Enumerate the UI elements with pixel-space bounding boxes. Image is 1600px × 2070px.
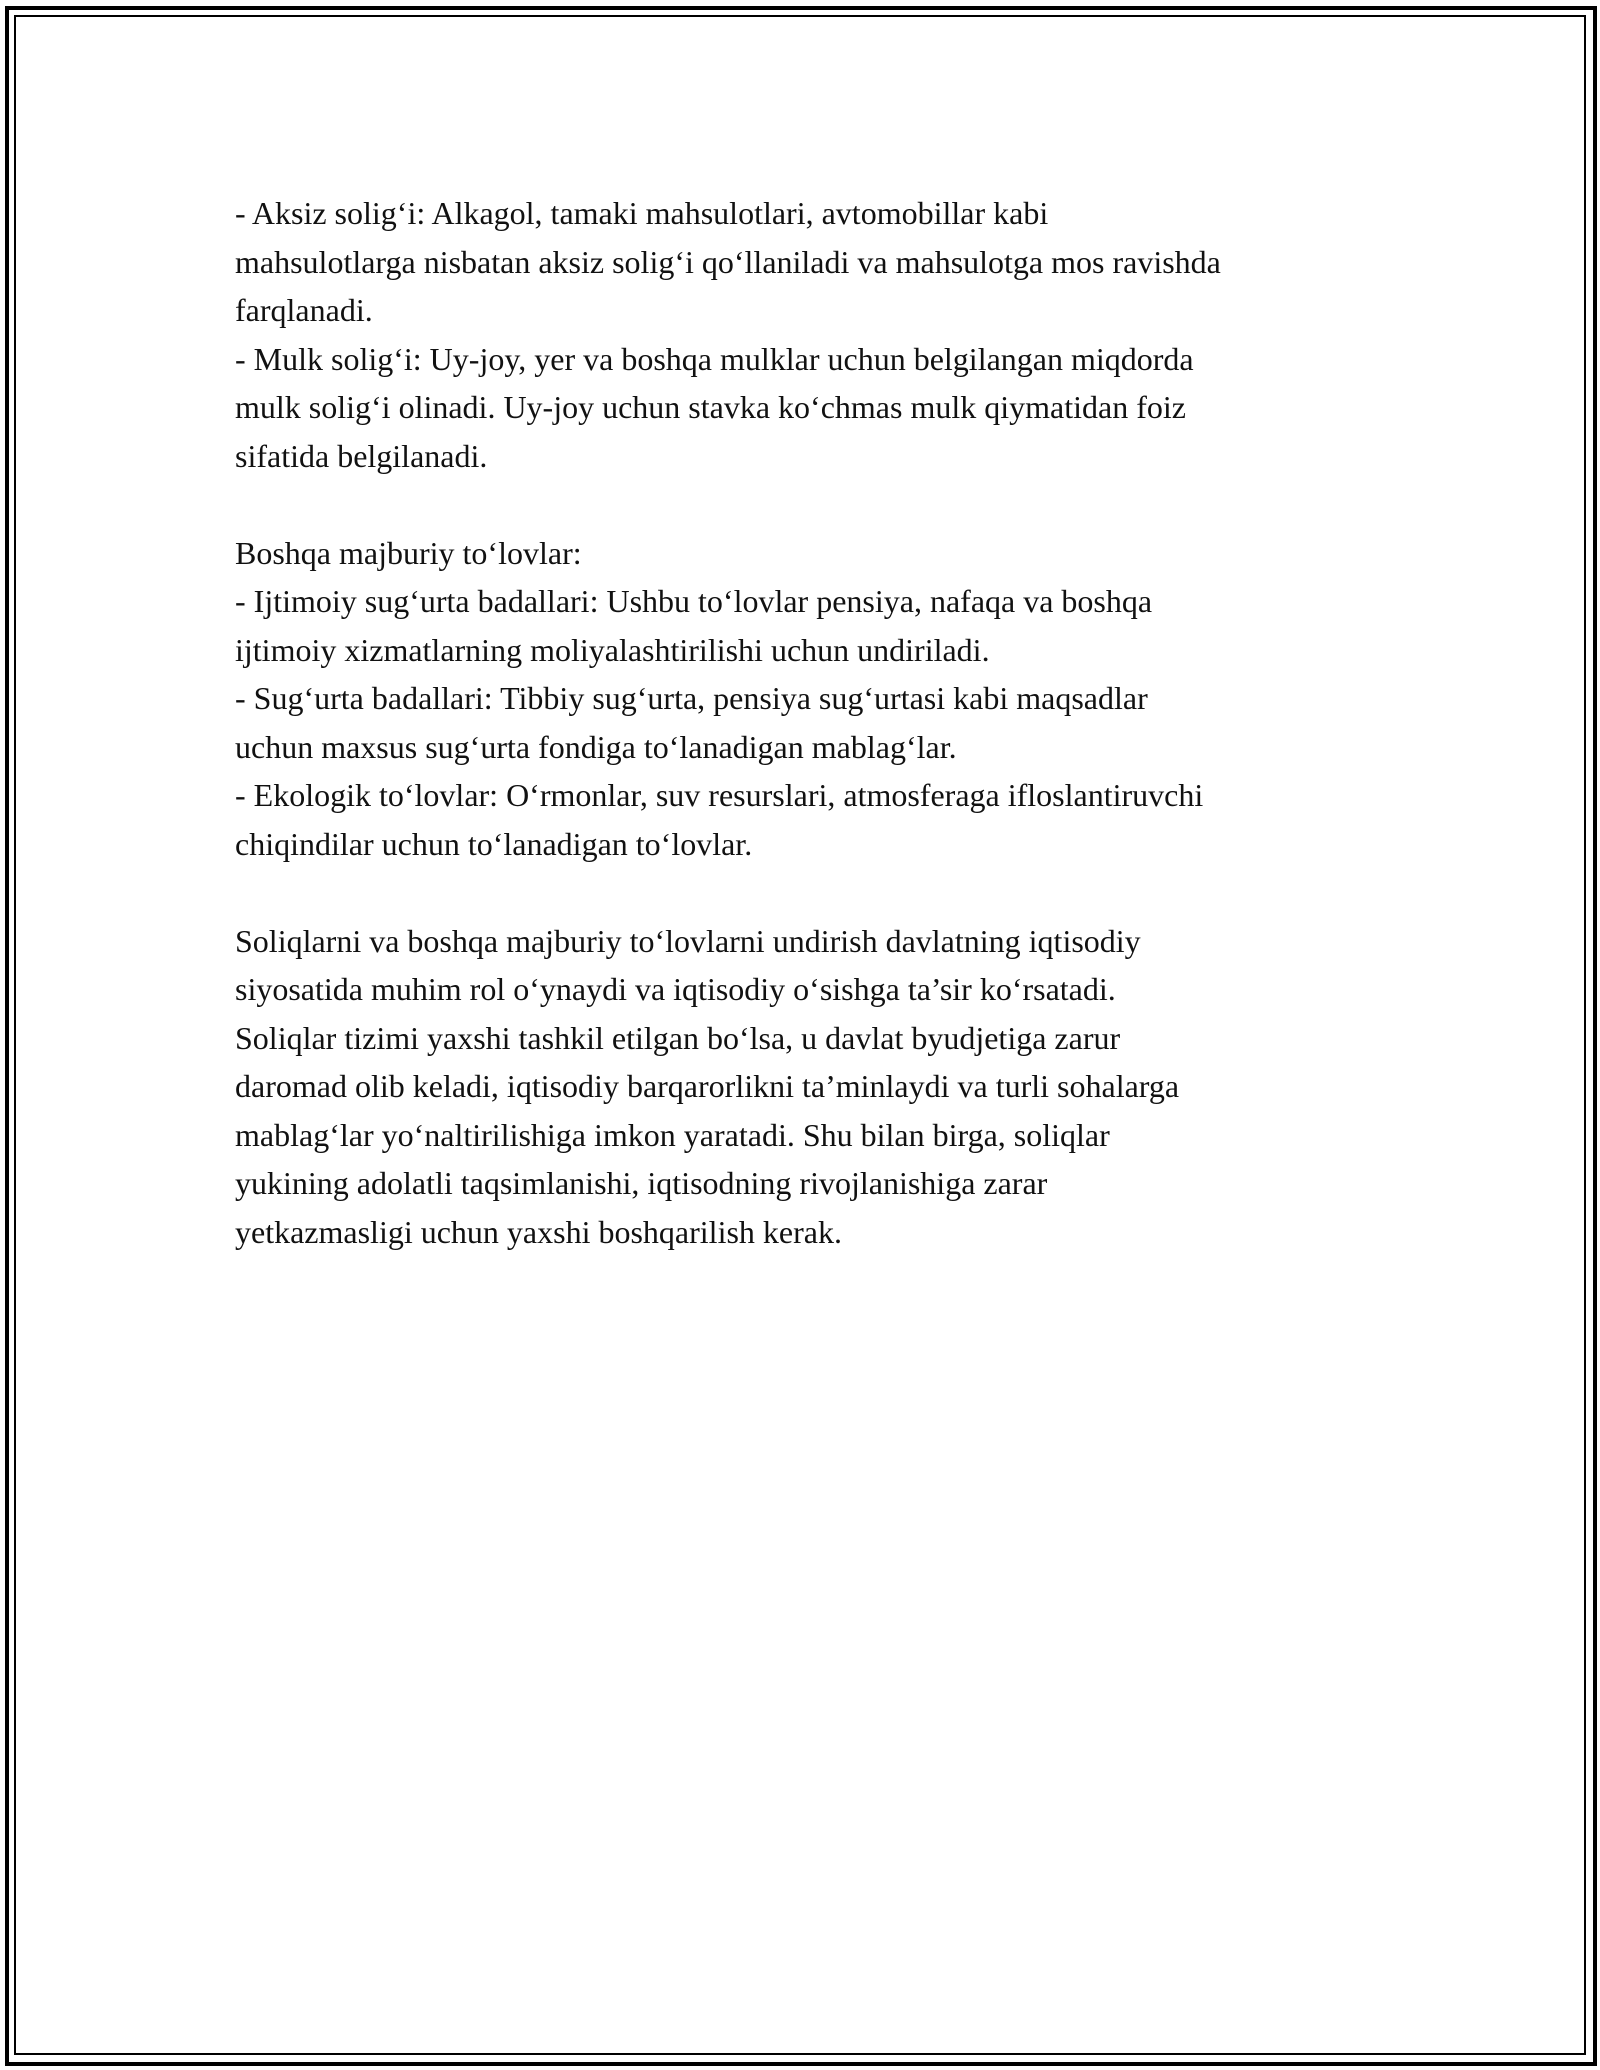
- text-line: mablag‘lar yo‘naltirilishiga imkon yaratadi. Shu bilan birga, soliqlar: [235, 1116, 1110, 1153]
- text-line: farqlanadi.: [235, 292, 373, 328]
- text-line: yetkazmasligi uchun yaxshi boshqarilish kerak.: [235, 1213, 842, 1250]
- text-line: - Mulk solig‘i: Uy-joy, yer va boshqa mulklar uchun belgilangan miqdorda: [235, 340, 1194, 377]
- text-line: daromad olib keladi, iqtisodiy barqarorlikni ta’minlaydi va turli sohalarga: [235, 1068, 1180, 1104]
- section-heading: Boshqa majburiy to‘lovlar:: [235, 534, 582, 571]
- text-line: - Ijtimoiy sug‘urta badallari: Ushbu to‘lovlar pensiya, nafaqa va boshqa: [235, 583, 1153, 619]
- text-line: yukining adolatli taqsimlanishi, iqtisodning rivojlanishiga zarar: [235, 1165, 1048, 1201]
- text-line: ijtimoiy xizmatlarning moliyalashtirilishi uchun undiriladi.: [235, 631, 990, 668]
- paragraph-other-payments: [235, 529, 1375, 869]
- text-line: Soliqlarni va boshqa majburiy to‘lovlarni undirish davlatning iqtisodiy: [235, 922, 1141, 959]
- text-line: uchun maxsus sug‘urta fondiga to‘lanadigan mablag‘lar.: [235, 728, 957, 765]
- paragraph-conclusion: [235, 917, 1375, 1257]
- text-line: - Sug‘urta badallari: Tibbiy sug‘urta, pensiya sug‘urtasi kabi maqsadlar: [235, 680, 1148, 716]
- document-body: [235, 189, 1375, 1256]
- text-line: Soliqlar tizimi yaxshi tashkil etilgan bo‘lsa, u davlat byudjetiga zarur: [235, 1019, 1121, 1056]
- text-line: - Aksiz solig‘i: Alkagol, tamaki mahsulotlari, avtomobillar kabi: [235, 195, 1049, 231]
- text-line: sifatida belgilanadi.: [235, 437, 488, 474]
- text-line: - Ekologik to‘lovlar: O‘rmonlar, suv resurslari, atmosferaga ifloslantiruvchi: [235, 777, 1204, 813]
- text-line: mulk solig‘i olinadi. Uy-joy uchun stavka ko‘chmas mulk qiymatidan foiz: [235, 389, 1186, 425]
- paragraph-spacer: [235, 480, 1375, 529]
- paragraph-spacer: [235, 868, 1375, 917]
- paragraph-taxes: [235, 189, 1375, 480]
- text-line: mahsulotlarga nisbatan aksiz solig‘i qo‘llaniladi va mahsulotga mos ravishda: [235, 243, 1221, 280]
- text-line: siyosatida muhim rol o‘ynaydi va iqtisodiy o‘sishga ta’sir ko‘rsatadi.: [235, 971, 1116, 1007]
- text-line: chiqindilar uchun to‘lanadigan to‘lovlar.: [235, 825, 753, 862]
